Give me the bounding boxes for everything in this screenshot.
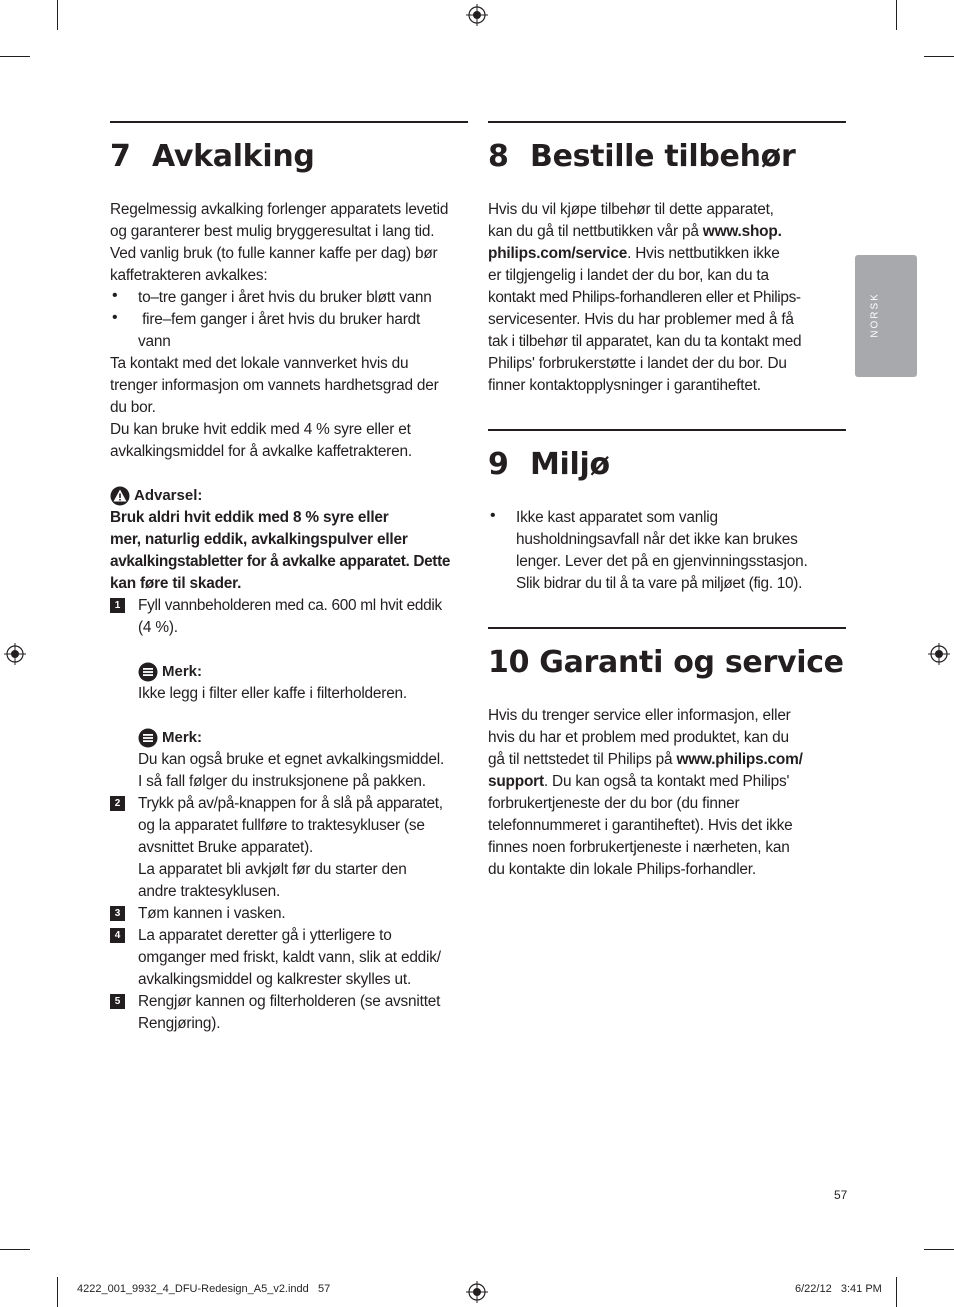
section-8 (488, 121, 846, 397)
paragraph-line: tak i tilbehør til apparatet, kan du ta kontakt med (488, 333, 802, 350)
note-label: Merk: (162, 663, 203, 680)
registration-mark-icon (466, 4, 488, 26)
step-text: Rengjør kannen og filterholderen (se avsnittet (138, 993, 441, 1010)
crop-mark (0, 1249, 30, 1250)
footer-date-slug: 6/22/12 3:41 PM (795, 1283, 882, 1295)
step-text: (4 %). (138, 619, 178, 636)
note-text: Du kan også bruke et egnet avkalkingsmiddel. (138, 751, 445, 768)
crop-mark (0, 56, 30, 57)
section-number: 8 (488, 139, 509, 174)
note-heading (138, 727, 468, 749)
page-number: 57 (834, 1188, 848, 1202)
step-number: 4 (110, 928, 125, 943)
step-text: omganger med friskt, kaldt vann, slik at eddik/ (138, 949, 441, 966)
warning-text: Bruk aldri hvit eddik med 8 % syre eller (110, 509, 389, 526)
bullet-item (110, 287, 468, 309)
crop-mark (896, 0, 897, 30)
step-number: 3 (110, 906, 125, 921)
paragraph-line: Ved vanlig bruk (to fulle kanner kaffe per dag) bør (110, 245, 438, 262)
note-heading (138, 661, 468, 683)
paragraph-line: avkalkingsmiddel for å avkalke kaffetrakteren. (110, 443, 412, 460)
section-rule (488, 121, 846, 123)
bullet-text: lenger. Lever det på en gjenvinningsstasjon. (516, 553, 808, 570)
step-text: Tøm kannen i vasken. (138, 905, 286, 922)
section-rule (110, 121, 468, 123)
warning-text: avkalkingstabletter for å avkalke apparatet. Dette (110, 553, 451, 570)
paragraph-line: telefonnummeret i garantiheftet). Hvis det ikke (488, 817, 793, 834)
bullet-text: husholdningsavfall når det ikke kan brukes (516, 531, 798, 548)
support-link[interactable]: support (488, 773, 544, 790)
section-9 (488, 429, 846, 595)
crop-mark (896, 1277, 897, 1307)
paragraph-line: Du kan bruke hvit eddik med 4 % syre eller et (110, 421, 411, 438)
paragraph-line: Hvis du trenger service eller informasjon, eller (488, 707, 791, 724)
shop-link[interactable]: www.shop. (702, 223, 782, 240)
step-text: La apparatet bli avkjølt før du starter den (138, 861, 407, 878)
step-text: avsnittet Bruke apparatet). (138, 839, 314, 856)
warning-text: kan føre til skader. (110, 575, 242, 592)
note-icon (138, 728, 158, 748)
note-icon (138, 662, 158, 682)
paragraph-line (488, 749, 846, 771)
paragraph-line (488, 771, 846, 793)
registration-mark-icon (928, 643, 950, 665)
bullet-item (488, 507, 846, 595)
paragraph-line: trenger informasjon om vannets hardhetsgrad der (110, 377, 439, 394)
warning-heading (110, 485, 468, 507)
warning-text: mer, naturlig eddik, avkalkingspulver eller (110, 531, 408, 548)
registration-mark-icon (466, 1281, 488, 1303)
crop-mark (924, 56, 954, 57)
step-text: Trykk på av/på-knappen for å slå på apparatet, (138, 795, 443, 812)
paragraph-line: finner kontaktopplysninger i garantiheftet. (488, 377, 761, 394)
section-title: Bestille tilbehør (530, 139, 796, 174)
paragraph-line: forbrukertjeneste der du bor (du finner (488, 795, 740, 812)
paragraph-line: du kontakte din lokale Philips-forhandler. (488, 861, 756, 878)
text-span: kan du gå til nettbutikken vår på (488, 223, 703, 240)
warning-icon (110, 486, 130, 506)
step-text: La apparatet deretter gå i ytterligere to (138, 927, 392, 944)
crop-mark (57, 0, 58, 30)
paragraph-line: Ta kontakt med det lokale vannverket hvis du (110, 355, 409, 372)
text-span: . Hvis nettbutikken ikke (627, 245, 780, 262)
step-5 (110, 991, 468, 1035)
paragraph-line: Hvis du vil kjøpe tilbehør til dette apparatet, (488, 201, 774, 218)
step-text: avkalkingsmiddel og kalkrester skylles ut. (138, 971, 412, 988)
crop-mark (924, 1249, 954, 1250)
support-link[interactable]: www.philips.com/ (676, 751, 803, 768)
section-rule (488, 429, 846, 431)
step-1 (110, 595, 468, 639)
bullet-item (110, 309, 468, 353)
note-1 (110, 661, 468, 705)
paragraph-line: og garanterer best mulig bryggeresultat i lang tid. (110, 223, 435, 240)
registration-mark-icon (4, 643, 26, 665)
step-number: 2 (110, 796, 125, 811)
section-rule (488, 627, 846, 629)
step-text: og la apparatet fullføre to traktesykluser (se (138, 817, 425, 834)
bullet-text: vann (138, 333, 171, 350)
note-text: I så fall følger du instruksjonene på pakken. (138, 773, 426, 790)
section-title: Miljø (530, 447, 610, 482)
note-text: Ikke legg i filter eller kaffe i filterholderen. (138, 685, 407, 702)
paragraph-line: du bor. (110, 399, 156, 416)
paragraph-line: finnes noen forbrukertjeneste i nærheten, kan (488, 839, 790, 856)
paragraph-line: kaffetrakteren avkalkes: (110, 267, 268, 284)
section-7-heading (110, 139, 468, 175)
text-span: . Du kan også ta kontakt med Philips' (543, 773, 790, 790)
bullet-text: • to–tre ganger i året hvis du bruker bløtt vann (138, 289, 432, 306)
section-9-heading (488, 447, 846, 483)
step-text: Fyll vannbeholderen med ca. 600 ml hvit eddik (138, 597, 442, 614)
paragraph-line: Regelmessig avkalking forlenger apparatets levetid (110, 201, 449, 218)
step-3 (110, 903, 468, 925)
section-number: 9 (488, 447, 509, 482)
footer-file-slug: 4222_001_9932_4_DFU-Redesign_A5_v2.indd 57 (77, 1283, 331, 1295)
bullet-text: • fire–fem ganger i året hvis du bruker hardt (138, 311, 421, 328)
paragraph-line: er tilgjengelig i landet der du bor, kan du ta (488, 267, 769, 284)
section-8-heading (488, 139, 846, 175)
section-10 (488, 627, 846, 881)
step-number: 5 (110, 994, 125, 1009)
section-number: 7 (110, 139, 131, 174)
step-text: Rengjøring). (138, 1015, 221, 1032)
text-span: gå til nettstedet til Philips på (488, 751, 677, 768)
language-tab-label: NORSK (869, 292, 881, 338)
paragraph-line (488, 243, 846, 265)
note-label: Merk: (162, 729, 203, 746)
warning-label: Advarsel: (134, 487, 203, 504)
note-2 (110, 727, 468, 793)
step-number: 1 (110, 598, 125, 613)
paragraph-line (488, 221, 846, 243)
section-title: Avkalking (152, 139, 315, 174)
step-text: andre traktesyklusen. (138, 883, 281, 900)
step-4 (110, 925, 468, 991)
section-7 (110, 121, 468, 1035)
bullet-text: • Ikke kast apparatet som vanlig (516, 509, 718, 526)
paragraph-line: Philips' forbrukerstøtte i landet der du bor. Du (488, 355, 787, 372)
paragraph-line: kontakt med Philips-forhandleren eller et Philips- (488, 289, 801, 306)
language-tab (855, 255, 917, 377)
step-2 (110, 793, 468, 903)
section-10-heading: 10 Garanti og service (488, 645, 844, 680)
paragraph-line: servicesenter. Hvis du har problemer med å få (488, 311, 794, 328)
crop-mark (57, 1277, 58, 1307)
bullet-text: Slik bidrar du til å ta vare på miljøet (fig. 10). (516, 575, 803, 592)
shop-link[interactable]: philips.com/service (488, 245, 628, 262)
paragraph-line: hvis du har et problem med produktet, kan du (488, 729, 789, 746)
